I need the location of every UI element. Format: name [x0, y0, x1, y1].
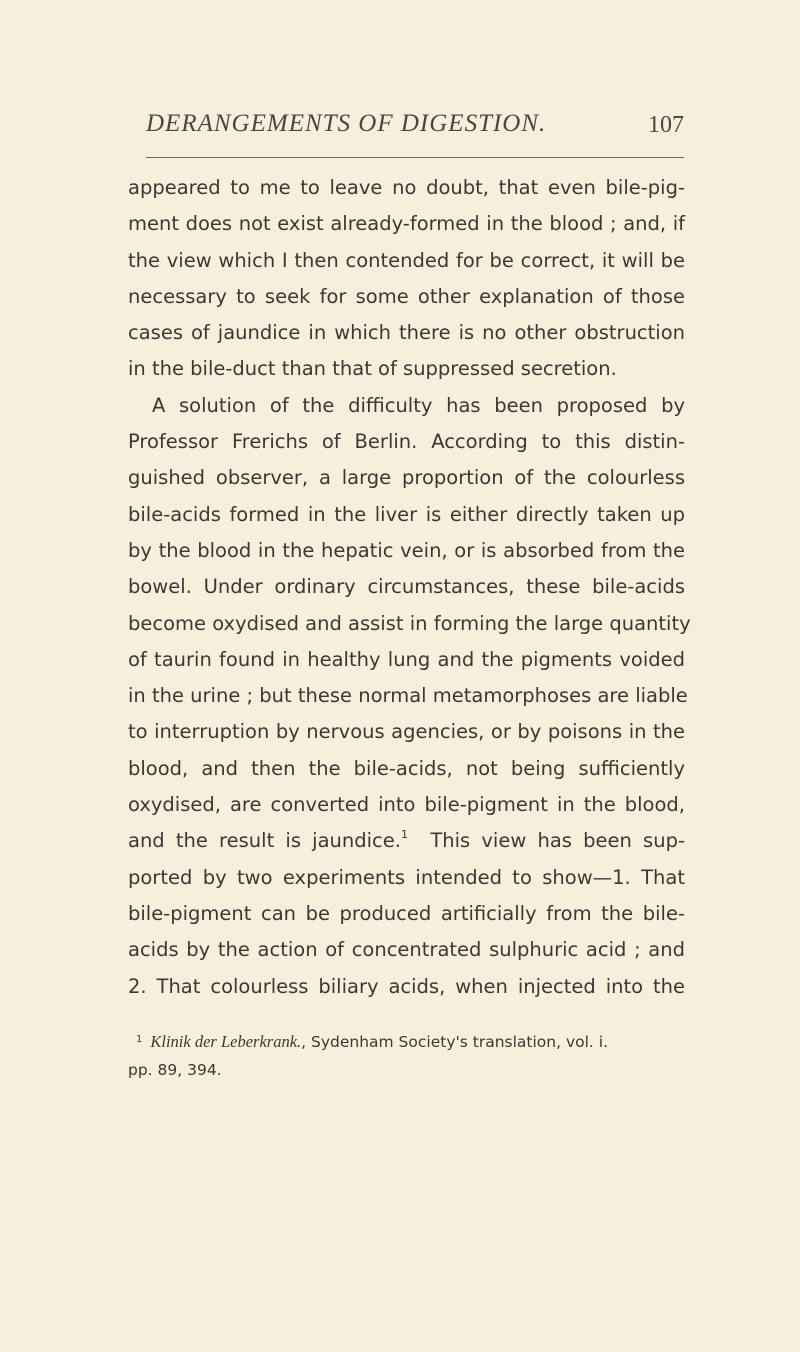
footnote — [128, 1026, 685, 1084]
text-line: of taurin found in healthy lung and the pigments voided — [128, 647, 685, 671]
text-line: bile-acids formed in the liver is either directly taken up — [128, 502, 685, 526]
text-line: acids by the action of concentrated sulphuric acid ; and — [128, 938, 685, 962]
text-line: 2. That colourless biliary acids, when injected into the — [128, 974, 685, 998]
text-line: cases of jaundice in which there is no other obstruction — [128, 321, 685, 345]
text-line: to interruption by nervous agencies, or by poisons in the — [128, 720, 685, 744]
text-line: Professor Frerichs of Berlin. According to this distin- — [128, 430, 685, 454]
header-rule — [146, 157, 684, 158]
page-number: 107 — [648, 112, 684, 138]
body-text — [128, 170, 691, 1005]
text-line: the view which I then contended for be correct, it will be — [128, 248, 685, 272]
footnote-mark: 1 — [136, 1034, 143, 1045]
text-line: oxydised, are converted into bile-pigment in the blood, — [128, 793, 685, 817]
running-head — [146, 104, 684, 144]
text-segment: and the result is jaundice. — [128, 829, 401, 853]
footnote-reference: 1 — [400, 828, 408, 842]
text-line: become oxydised and assist in forming the large quantity — [128, 611, 691, 635]
text-line: ment does not exist already-formed in the blood ; and, if — [128, 212, 685, 236]
text-segment: This view has been sup- — [430, 829, 685, 853]
footnote-line: pp. 89, 394. — [128, 1061, 222, 1079]
text-line: by the blood in the hepatic vein, or is absorbed from the — [128, 538, 685, 562]
text-line: bowel. Under ordinary circumstances, these bile-acids — [128, 575, 685, 599]
footnote-title: Klinik der Leberkrank. — [150, 1032, 302, 1051]
text-line: necessary to seek for some other explanation of those — [128, 284, 685, 308]
text-line: guished observer, a large proportion of the colourless — [128, 466, 685, 490]
running-title: DERANGEMENTS OF DIGESTION. — [146, 110, 547, 137]
text-line: in the bile-duct than that of suppressed secretion. — [128, 357, 617, 381]
text-line: blood, and then the bile-acids, not being sufficiently — [128, 756, 685, 780]
footnote-text: , Sydenham Society's translation, vol. i. — [301, 1033, 608, 1051]
text-line: bile-pigment can be produced artificially from the bile- — [128, 901, 685, 925]
text-line: A solution of the difficulty has been proposed by — [152, 393, 685, 417]
text-line: appeared to me to leave no doubt, that even bile-pig- — [128, 176, 685, 199]
text-line — [128, 823, 685, 859]
text-line: in the urine ; but these normal metamorphoses are liable — [128, 684, 688, 708]
footnote-line — [128, 1026, 685, 1056]
text-line: ported by two experiments intended to show—1. That — [128, 865, 685, 889]
